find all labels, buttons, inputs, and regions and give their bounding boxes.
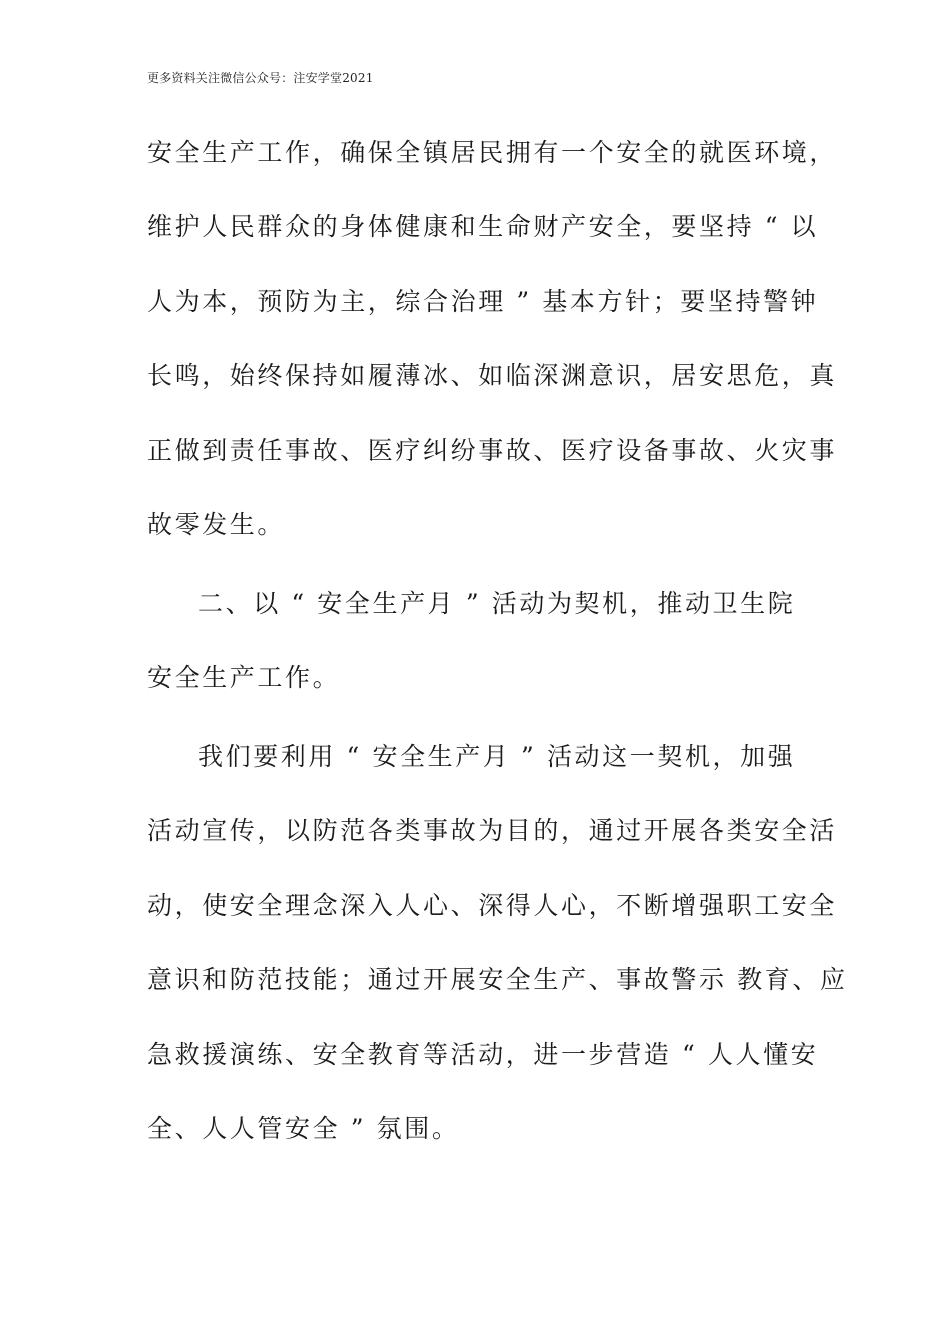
paragraph-line: 意识和防范技能；通过开展安全生产、事故警示 教育、应 — [147, 965, 848, 994]
paragraph-line: 动，使安全理念深入人心、深得人心，不断增强职工安全 — [147, 891, 838, 920]
paragraph-line: 我们要利用 “ 安全生产月 ” 活动这一契机，加强 — [198, 742, 796, 771]
paragraph-line: 活动宣传，以防范各类事故为目的，通过开展各类安全活 — [147, 816, 838, 845]
paragraph-line: 维护人民群众的身体健康和生命财产安全，要坚持 “ 以 — [147, 212, 819, 241]
page-header: 更多资料关注微信公众号：注安学堂2021 — [147, 71, 374, 85]
paragraph-line: 人为本，预防为主，综合治理 ” 基本方针；要坚持警钟 — [147, 287, 819, 316]
paragraph-line: 正做到责任事故、医疗纠纷事故、医疗设备事故、火灾事 — [147, 436, 838, 465]
section-heading: 二、以 “ 安全生产月 ” 活动为契机，推动卫生院 — [198, 589, 796, 618]
paragraph-line: 全、人人管安全 ” 氛围。 — [147, 1114, 460, 1143]
paragraph-line: 安全生产工作，确保全镇居民拥有一个安全的就医环境， — [147, 138, 838, 167]
paragraph-line: 急救援演练、安全教育等活动，进一步营造 “ 人人懂安 — [147, 1040, 819, 1069]
section-heading-continued: 安全生产工作。 — [147, 663, 341, 692]
paragraph-line: 长鸣，始终保持如履薄冰、如临深渊意识，居安思危，真 — [147, 361, 838, 390]
paragraph-line: 故零发生。 — [147, 510, 286, 539]
